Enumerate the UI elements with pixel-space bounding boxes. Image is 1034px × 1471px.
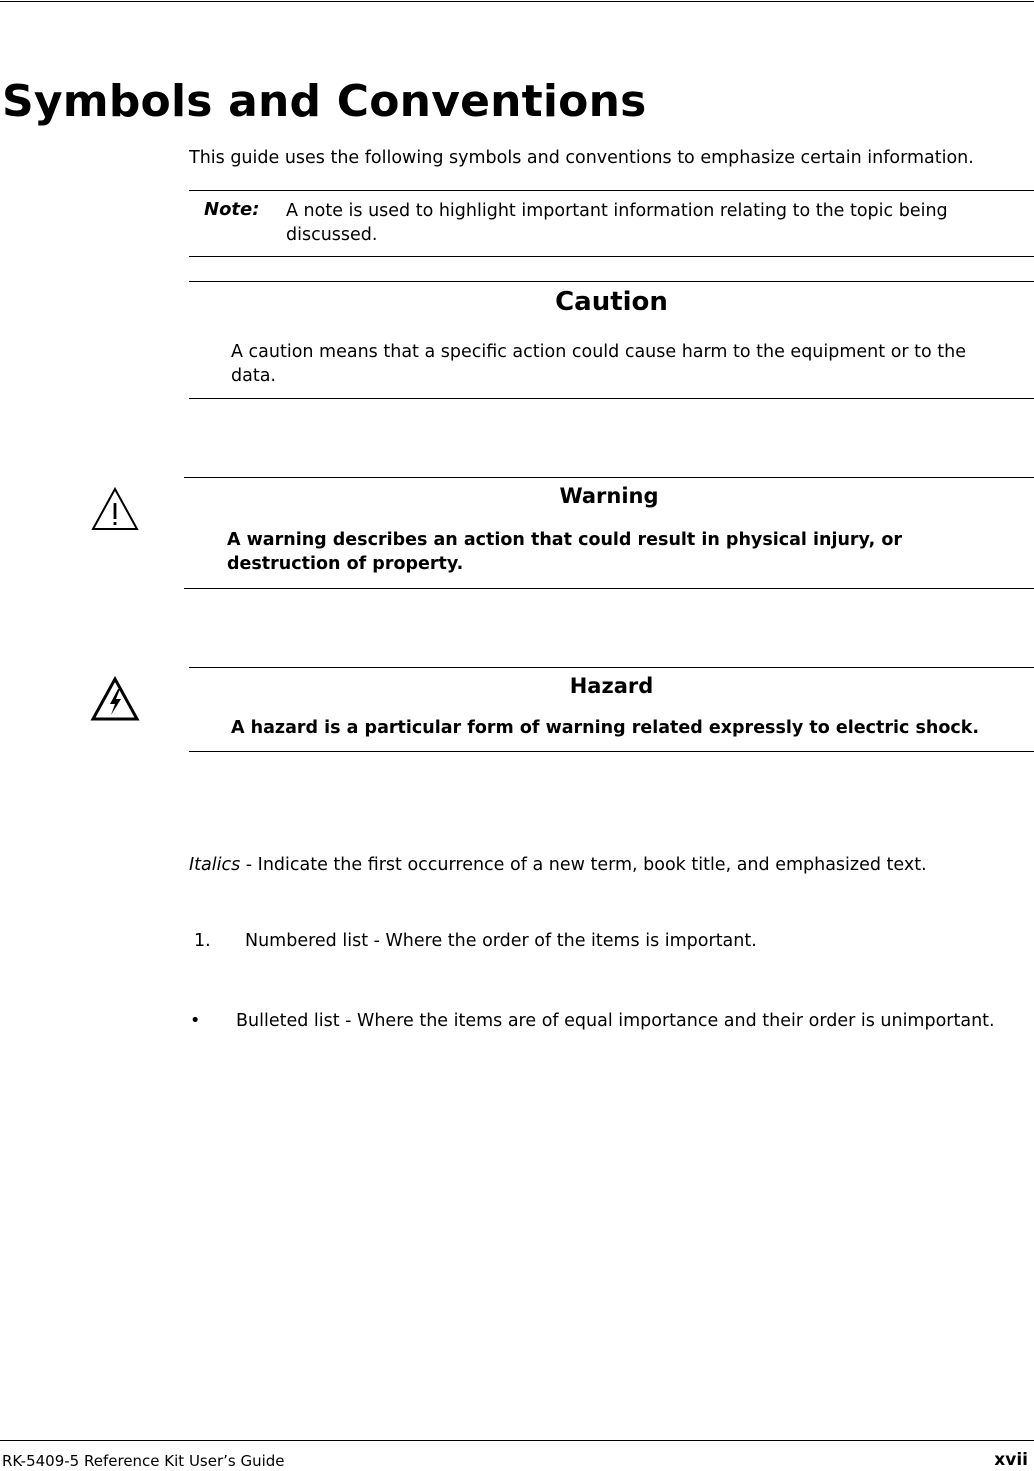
- hazard-bottom-rule: [189, 751, 1034, 752]
- note-top-rule: [189, 190, 1034, 191]
- caution-text: A caution means that a specific action could cause harm to the equipment or to the data.: [231, 342, 967, 386]
- warning-text: A warning describes an action that could result in physical injury, or destruction of property.: [227, 530, 902, 574]
- hazard-title: Hazard: [569, 674, 654, 698]
- top-rule: [0, 1, 1034, 2]
- footer-doc-title: RK-5409-5 Reference Kit User’s Guide: [2, 1452, 285, 1470]
- page-title: Symbols and Conventions: [2, 76, 647, 127]
- note-text: A note is used to highlight important information relating to the topic being discussed.: [286, 201, 948, 245]
- note-bottom-rule: [189, 256, 1034, 257]
- numbered-list-text: Numbered list - Where the order of the items is important.: [245, 931, 757, 951]
- italics-description: - Indicate the first occurrence of a new term, book title, and emphasized text.: [240, 855, 927, 875]
- bullet-list-text: Bulleted list - Where the items are of equal importance and their order is unimportant.: [236, 1011, 995, 1031]
- intro-text: This guide uses the following symbols and conventions to emphasize certain information.: [189, 148, 974, 168]
- numbered-list-marker: 1.: [194, 931, 211, 951]
- footer-page-number: xvii: [994, 1450, 1028, 1470]
- warning-bottom-rule: [184, 588, 1034, 589]
- caution-bottom-rule: [189, 398, 1034, 399]
- caution-top-rule: [189, 281, 1034, 282]
- exclamation-triangle-icon: [90, 486, 140, 532]
- warning-top-rule: [184, 477, 1034, 478]
- footer-rule: [0, 1440, 1034, 1441]
- hazard-text: A hazard is a particular form of warning related expressly to electric shock.: [231, 718, 979, 738]
- italics-convention: [189, 855, 927, 875]
- hazard-top-rule: [189, 667, 1034, 668]
- italics-term: Italics: [189, 855, 241, 875]
- caution-title: Caution: [555, 287, 668, 317]
- bullet-list-marker: •: [190, 1011, 201, 1031]
- note-label: Note:: [204, 199, 260, 220]
- lightning-triangle-icon: [90, 676, 140, 722]
- warning-title: Warning: [559, 484, 659, 508]
